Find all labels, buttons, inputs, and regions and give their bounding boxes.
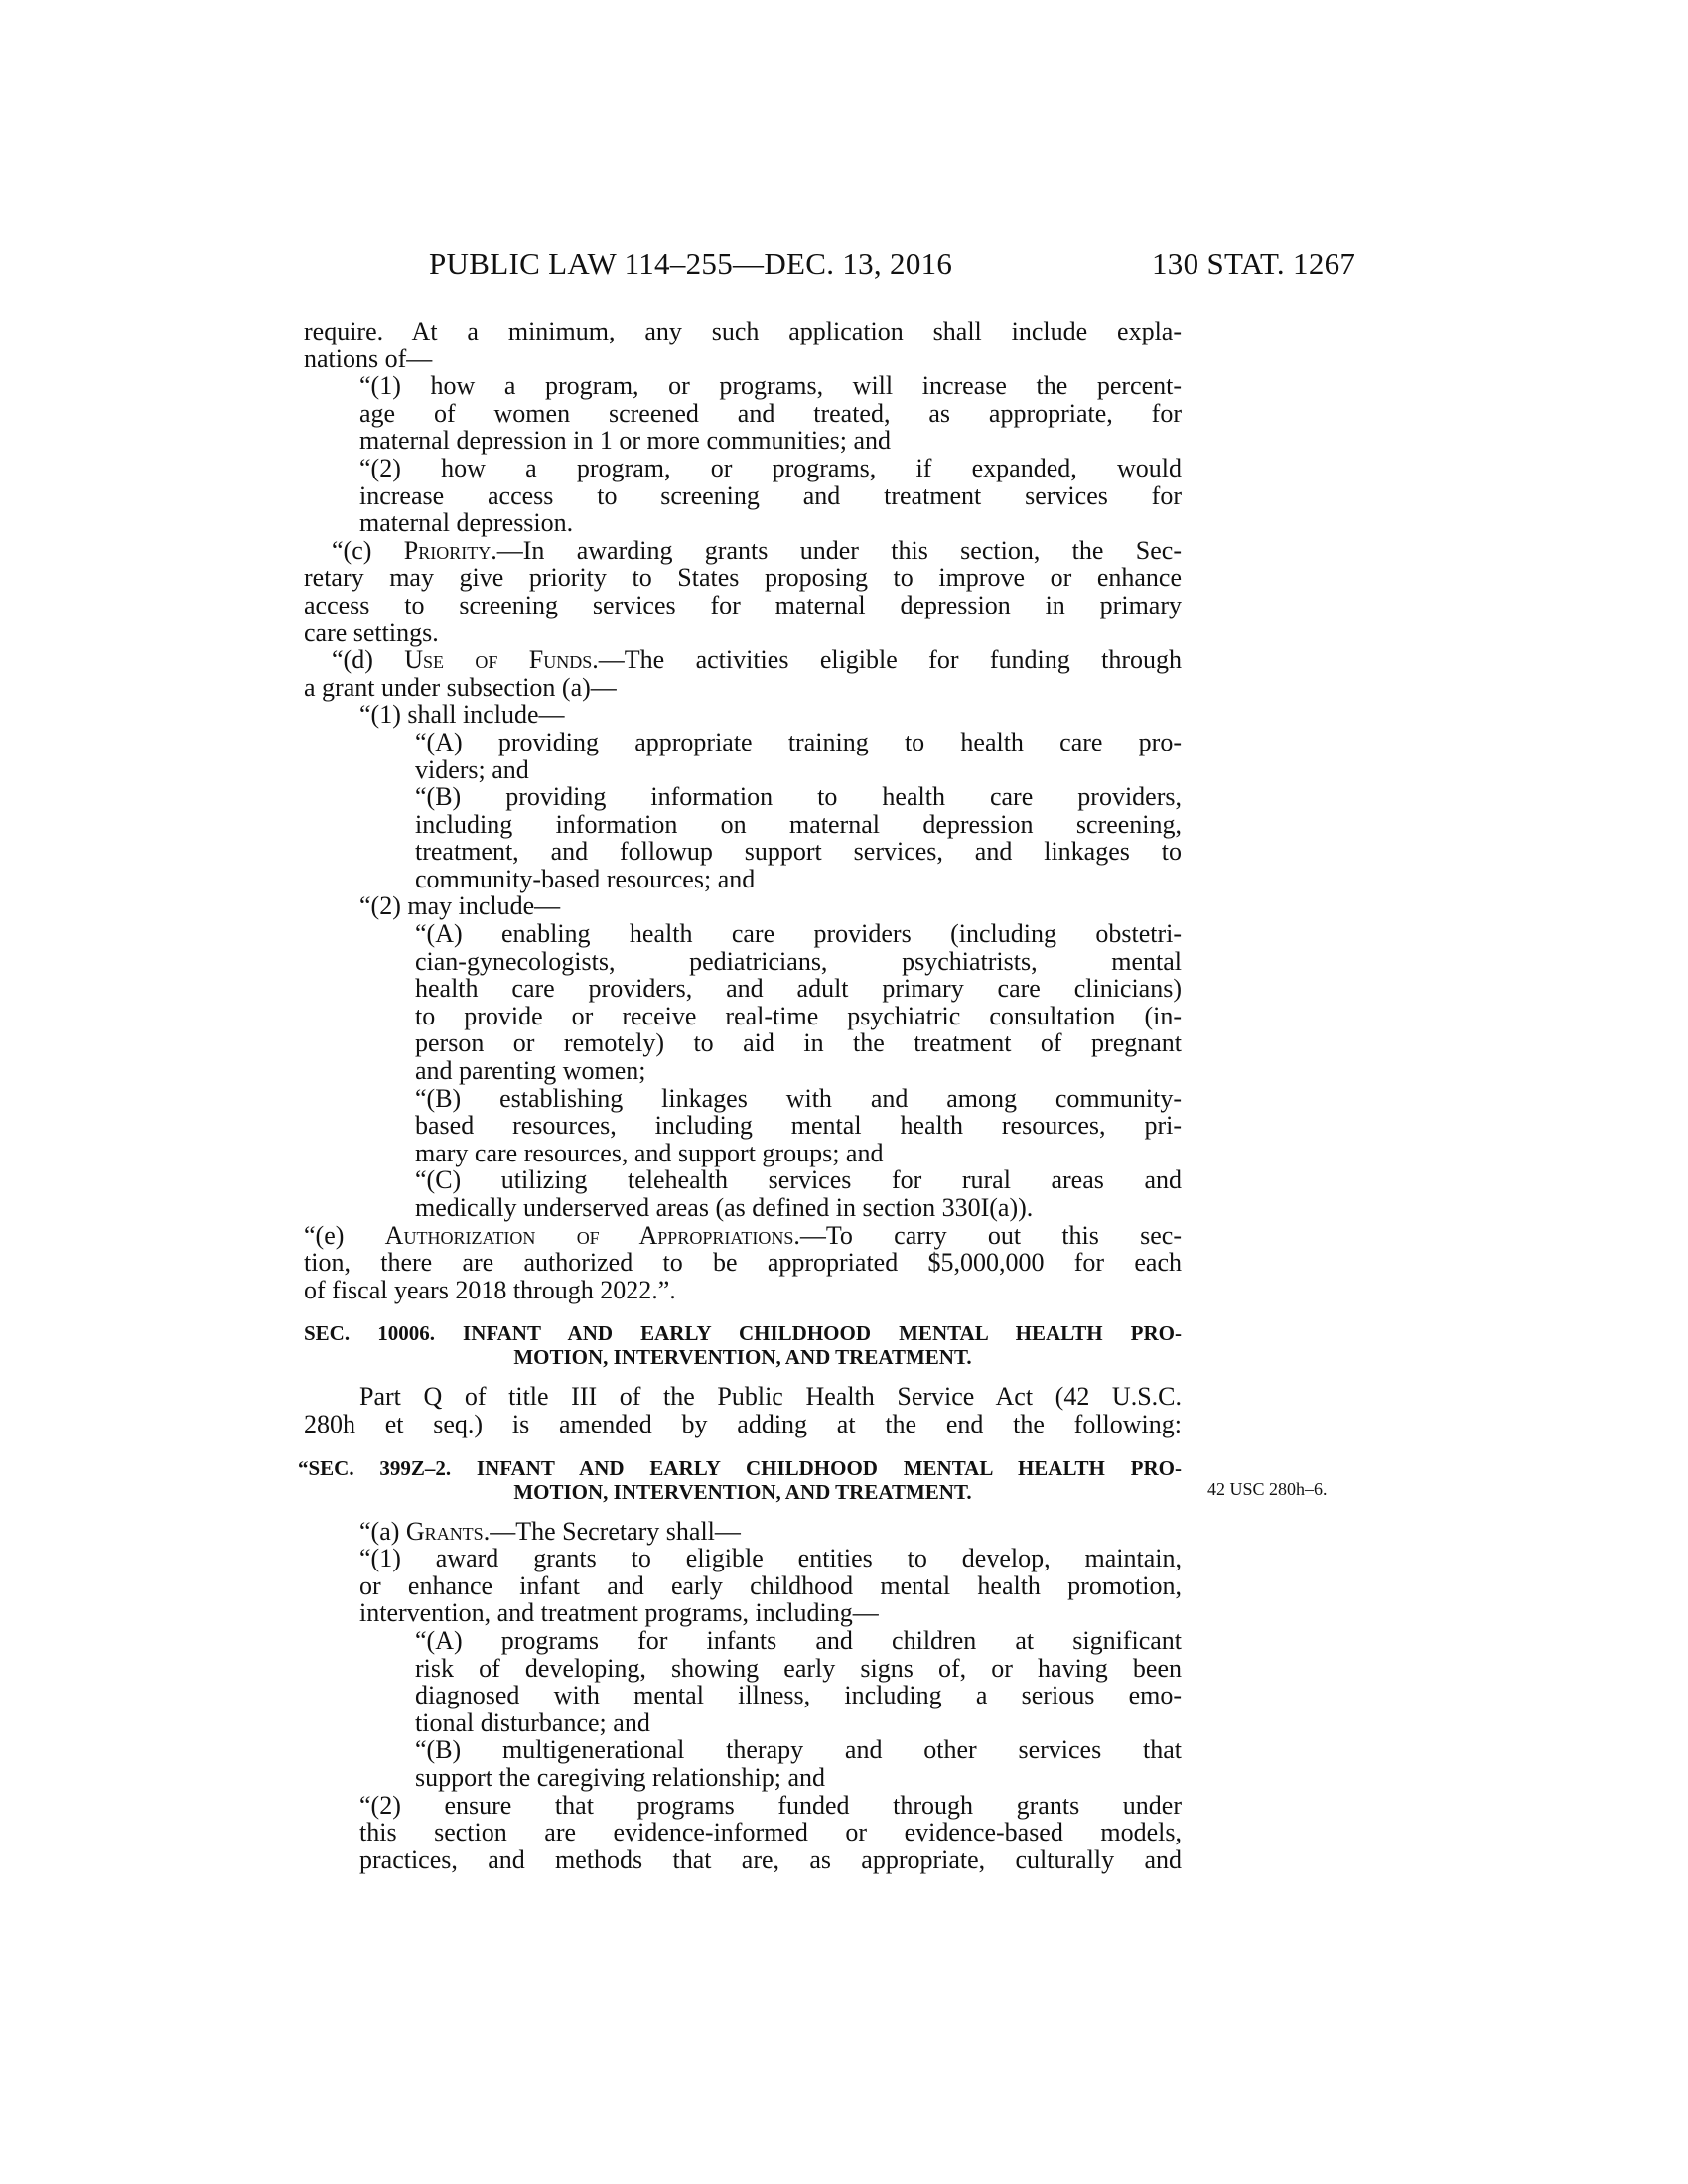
heading-line: SEC. 10006. INFANT AND EARLY CHILDHOOD MENTAL HEALTH PRO-	[304, 1321, 1182, 1346]
text-line: support the caregiving relationship; and	[415, 1762, 826, 1792]
text-line: care settings.	[304, 617, 439, 647]
text-run: .—The Secretary shall—	[483, 1516, 741, 1546]
text-line: risk of developing, showing early signs of, or having been	[415, 1653, 1182, 1683]
section-heading-10006	[304, 1321, 1182, 1369]
text-line: including information on maternal depression screening,	[415, 809, 1182, 839]
text-line: maternal depression.	[359, 508, 574, 538]
text-line: treatment, and followup support services, and linkages to	[415, 837, 1182, 867]
text-line: or enhance infant and early childhood mental health promotion,	[359, 1570, 1182, 1600]
heading-line: MOTION, INTERVENTION, AND TREATMENT.	[513, 1345, 972, 1370]
subsection-label: “(c)	[332, 535, 404, 565]
text-line: community-based resources; and	[415, 864, 756, 893]
subsection-heading: Use of Funds	[404, 645, 593, 675]
text-line: maternal depression in 1 or more communities; and	[359, 426, 892, 456]
text-line: “(A) enabling health care providers (including obstetri-	[415, 919, 1182, 949]
running-header-title: PUBLIC LAW 114–255—DEC. 13, 2016	[429, 246, 953, 281]
text-line: “(C) utilizing telehealth services for rural areas and	[415, 1165, 1182, 1195]
text-line: mary care resources, and support groups; and	[415, 1138, 884, 1167]
section-heading-399z-2	[298, 1455, 1182, 1504]
text-line: “(B) providing information to health care providers,	[415, 782, 1182, 812]
text-run: .—To carry out this sec-	[793, 1220, 1182, 1250]
text-line: person or remotely) to aid in the treatment of pregnant	[415, 1028, 1182, 1058]
text-line: diagnosed with mental illness, including a serious emo-	[415, 1681, 1182, 1710]
subsection-e-line	[304, 1222, 1182, 1250]
text-line: viders; and	[415, 754, 529, 784]
text-line: “(B) multigenerational therapy and other services that	[415, 1735, 1182, 1765]
page-body	[298, 317, 1183, 1874]
text-line: practices, and methods that are, as appropriate, culturally and	[359, 1844, 1182, 1874]
text-line: “(1) award grants to eligible entities to develop, maintain,	[359, 1544, 1182, 1573]
text-line: based resources, including mental health resources, pri-	[415, 1111, 1182, 1141]
text-line: nations of—	[304, 343, 433, 373]
text-line: and parenting women;	[415, 1056, 646, 1086]
text-line: to provide or receive real-time psychiatric consultation (in-	[415, 1001, 1182, 1030]
text-line: this section are evidence-informed or evidence-based models,	[359, 1818, 1182, 1847]
text-line: increase access to screening and treatment services for	[359, 480, 1182, 510]
text-line: tion, there are authorized to be appropriated $5,000,000 for each	[304, 1248, 1182, 1278]
heading-line: “SEC. 399Z–2. INFANT AND EARLY CHILDHOOD MENTAL HEALTH PRO-	[298, 1455, 1182, 1480]
text-run: .—In awarding grants under this section, the Sec-	[491, 535, 1182, 565]
heading-line: MOTION, INTERVENTION, AND TREATMENT.	[513, 1479, 972, 1504]
subsection-heading: Authorization of Appropriations	[384, 1220, 794, 1250]
text-line: Part Q of title III of the Public Health Service Act (42 U.S.C.	[359, 1382, 1182, 1412]
subsection-a-line	[304, 1518, 1182, 1546]
subsection-heading: Grants	[405, 1516, 484, 1546]
text-line: access to screening services for maternal depression in primary	[304, 590, 1182, 619]
text-line: age of women screened and treated, as appropriate, for	[359, 398, 1182, 428]
text-line: 280h et seq.) is amended by adding at the end the following:	[304, 1409, 1182, 1438]
subsection-heading: Priority	[403, 535, 492, 565]
text-run: .—The activities eligible for funding through	[592, 645, 1183, 675]
text-line: cian-gynecologists, pediatricians, psychiatrists, mental	[415, 946, 1182, 976]
page-stat-citation: 130 STAT. 1267	[1152, 246, 1356, 281]
text-line: a grant under subsection (a)—	[304, 672, 617, 702]
text-line: “(1) how a program, or programs, will increase the percent-	[359, 371, 1182, 401]
text-line: health care providers, and adult primary care clinicians)	[415, 974, 1182, 1004]
margin-citation-note: 42 USC 280h–6.	[1207, 1479, 1328, 1499]
subsection-label: “(a)	[359, 1516, 406, 1546]
text-line: intervention, and treatment programs, including—	[359, 1598, 879, 1628]
text-line: require. At a minimum, any such application shall include expla-	[304, 317, 1182, 345]
text-line: “(1) shall include—	[359, 700, 565, 730]
text-line: “(2) may include—	[359, 891, 561, 921]
text-line: “(A) providing appropriate training to health care pro-	[415, 727, 1182, 756]
text-line: “(B) establishing linkages with and among community-	[415, 1083, 1182, 1113]
text-line: tional disturbance; and	[415, 1707, 650, 1737]
subsection-label: “(d)	[332, 645, 405, 675]
text-line: retary may give priority to States proposing to improve or enhance	[304, 563, 1182, 593]
text-line: “(A) programs for infants and children at significant	[415, 1625, 1182, 1655]
text-line: medically underserved areas (as defined in section 330I(a)).	[415, 1193, 1034, 1222]
subsection-c-line	[304, 537, 1182, 565]
text-line: “(2) ensure that programs funded through grants under	[359, 1790, 1182, 1820]
text-line: of fiscal years 2018 through 2022.”.	[304, 1275, 676, 1304]
text-line: “(2) how a program, or programs, if expanded, would	[359, 453, 1182, 482]
subsection-d-line	[304, 646, 1182, 674]
subsection-label: “(e)	[304, 1220, 385, 1250]
